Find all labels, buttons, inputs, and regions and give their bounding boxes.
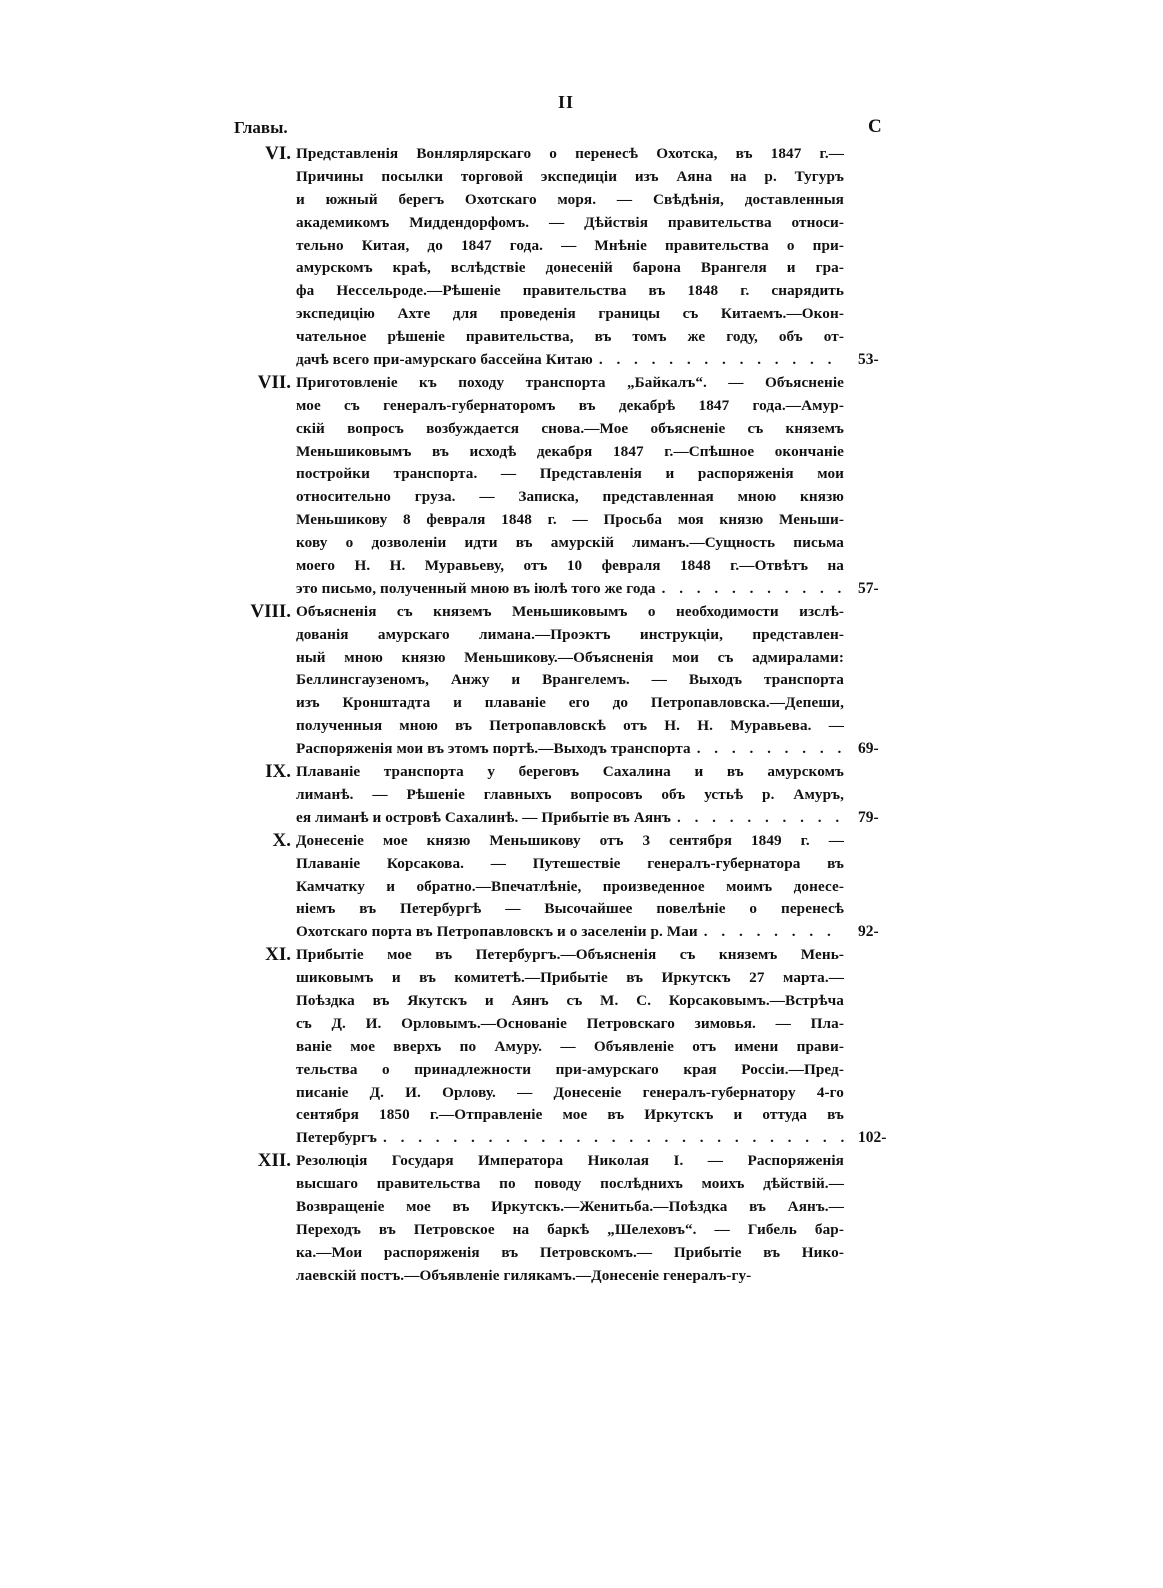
chapters-heading: Главы. xyxy=(234,118,288,137)
chapter-number: VI. xyxy=(265,143,291,164)
summary-line: сентября 1850 г.—Отправленіе мое въ Иркутскъ и оттуда въ xyxy=(296,1106,844,1124)
page-number: II xyxy=(558,92,575,112)
summary-line: Донесеніе мое князю Меньшикову отъ 3 сентября 1849 г. — xyxy=(296,831,844,849)
summary-line: амурскомъ краѣ, вслѣдствіе донесеній барона Врангеля и гра- xyxy=(296,259,844,277)
summary-line: фа Нессельроде.—Рѣшеніе правительства въ 1848 г. снарядить xyxy=(296,282,844,300)
page-ref: 79- xyxy=(858,808,879,826)
chapter-summary xyxy=(296,372,844,601)
summary-line-text: Петербургъ xyxy=(296,1129,378,1147)
summary-line: Меньшикову 8 февраля 1848 г. — Просьба моя князю Меньши- xyxy=(296,511,844,529)
chapter-number: X. xyxy=(272,829,291,851)
page-ref: 102- xyxy=(858,1129,887,1147)
summary-line: изъ Кронштадта и плаваніе его до Петропавловска.—Депеши, xyxy=(296,694,844,712)
pages-heading: С xyxy=(868,116,882,137)
summary-line: тельства о принадлежности при-амурскаго края Россіи.—Пред- xyxy=(296,1060,844,1078)
summary-line: тельно Китая, до 1847 года. — Мнѣніе правительства о при- xyxy=(296,236,844,254)
toc-entry xyxy=(0,372,1163,601)
summary-line: Плаваніе транспорта у береговъ Сахалина и въ амурскомъ xyxy=(296,763,844,781)
summary-line: Объясненія съ княземъ Меньшиковымъ о необходимости изслѣ- xyxy=(296,602,844,620)
summary-line-text: Распоряженія мои въ этомъ портѣ.—Выходъ транспорта xyxy=(296,740,691,758)
summary-line: скій вопросъ возбуждается снова.—Мое объясненіе съ княземъ xyxy=(296,419,844,437)
summary-line-text: это письмо, полученный мною въ іюлѣ того же года xyxy=(296,579,656,597)
summary-line: лиманѣ. — Рѣшеніе главныхъ вопросовъ объ устьѣ р. Амуръ, xyxy=(296,785,844,803)
page-ref: 92- xyxy=(858,923,879,941)
summary-line: Поѣздка въ Якутскъ и Аянъ съ М. С. Корсаковымъ.—Встрѣча xyxy=(296,991,844,1009)
summary-line: ваніе мое вверхъ по Амуру. — Объявленіе отъ имени прави- xyxy=(296,1037,844,1055)
summary-line: чательное рѣшеніе правительства, въ томъ же году, объ от- xyxy=(296,328,844,346)
summary-line: моего Н. Н. Муравьеву, отъ 10 февраля 1848 г.—Отвѣтъ на xyxy=(296,557,844,575)
chapter-summary xyxy=(296,944,844,1150)
dot-leader xyxy=(593,349,844,372)
chapter-summary xyxy=(296,830,844,944)
summary-line xyxy=(296,738,844,761)
toc-entry xyxy=(0,143,1163,372)
summary-line: постройки транспорта. — Представленія и распоряженія мои xyxy=(296,465,844,483)
summary-line: лаевскій постъ.—Объявленіе гилякамъ.—Донесеніе генералъ-гу- xyxy=(296,1266,752,1284)
summary-line: Камчатку и обратно.—Впечатлѣніе, произведенное моимъ донесе- xyxy=(296,877,844,895)
summary-line: Плаваніе Корсакова. — Путешествіе генералъ-губернатора въ xyxy=(296,854,844,872)
summary-line: высшаго правительства по поводу послѣднихъ моихъ дѣйствій.— xyxy=(296,1175,844,1193)
summary-line: экспедицію Ахте для проведенія границы съ Китаемъ.—Окон- xyxy=(296,305,844,323)
toc-entry xyxy=(0,830,1163,944)
page-ref: 69- xyxy=(858,740,879,758)
summary-line xyxy=(296,921,844,944)
summary-line: съ Д. И. Орловымъ.—Основаніе Петровскаго зимовья. — Пла- xyxy=(296,1014,844,1032)
chapter-summary xyxy=(296,761,844,830)
summary-line-text: дачѣ всего при-амурскаго бассейна Китаю xyxy=(296,351,593,369)
toc-entry xyxy=(0,601,1163,761)
summary-line: Резолюція Государя Императора Николая I. — Распоряженія xyxy=(296,1152,844,1170)
summary-line: Представленія Вонлярлярскаго о перенесѣ Охотска, въ 1847 г.— xyxy=(296,145,844,162)
toc-entry xyxy=(0,761,1163,830)
chapter-number: XI. xyxy=(265,944,291,966)
toc-entry xyxy=(0,1150,1163,1287)
summary-line: ніемъ въ Петербургѣ — Высочайшее повелѣніе о перенесѣ xyxy=(296,900,844,918)
summary-line: писаніе Д. И. Орлову. — Донесеніе генералъ-губернатору 4-го xyxy=(296,1083,844,1101)
summary-line: ка.—Мои распоряженія въ Петровскомъ.— Прибытіе въ Нико- xyxy=(296,1243,844,1261)
summary-line xyxy=(296,578,844,601)
summary-line xyxy=(296,1127,844,1150)
chapter-number: VIII. xyxy=(250,600,291,622)
summary-line: и южный берегъ Охотскаго моря. — Свѣдѣнія, доставленныя xyxy=(296,190,844,208)
dot-leader xyxy=(656,578,844,601)
summary-line: Переходъ въ Петровское на баркѣ „Шелеховъ“. — Гибель бар- xyxy=(296,1220,844,1238)
summary-line: академикомъ Миддендорфомъ. — Дѣйствія правительства относи- xyxy=(296,213,844,231)
summary-line: Возвращеніе мое въ Иркутскъ.—Женитьба.—Поѣздка въ Аянъ.— xyxy=(296,1197,844,1215)
chapter-number: XII. xyxy=(257,1150,291,1172)
summary-line: кову о дозволеніи идти въ амурскій лиманъ.—Сущность письма xyxy=(296,534,844,552)
summary-line: мое съ генералъ-губернаторомъ въ декабрѣ 1847 года.—Амур- xyxy=(296,396,844,414)
table-of-contents xyxy=(0,143,1163,1288)
chapter-summary xyxy=(296,143,844,372)
chapter-summary xyxy=(296,1150,844,1287)
summary-line xyxy=(296,807,844,830)
summary-line-text: ея лиманѣ и островѣ Сахалинѣ. — Прибытіе въ Аянъ xyxy=(296,808,671,826)
summary-line: дованія амурскаго лимана.—Проэктъ инструкціи, представлен- xyxy=(296,625,844,643)
summary-line: полученныя мною въ Петропавловскѣ отъ Н. Н. Муравьева. — xyxy=(296,717,844,735)
dot-leader xyxy=(698,921,844,944)
dot-leader xyxy=(377,1127,844,1150)
summary-line: относительно груза. — Записка, представленная мною князю xyxy=(296,488,844,506)
page-ref: 57- xyxy=(858,579,879,597)
chapter-number: IX. xyxy=(265,761,291,783)
summary-line-text: Охотскаго порта въ Петропавловскъ и о заселеніи р. Маи xyxy=(296,923,698,941)
summary-line: Прибытіе мое въ Петербургъ.—Объясненія съ княземъ Мень- xyxy=(296,946,844,964)
chapter-number: VII. xyxy=(257,371,291,393)
summary-line: шиковымъ и въ комитетѣ.—Прибытіе въ Иркутскъ 27 марта.— xyxy=(296,969,844,987)
summary-line xyxy=(296,349,844,372)
summary-line: ный мною князю Меньшикову.—Объясненія мои съ адмиралами: xyxy=(296,648,844,666)
dot-leader xyxy=(691,738,844,761)
summary-line: Приготовленіе къ походу транспорта „Байкалъ“. — Объясненіе xyxy=(296,373,844,391)
dot-leader xyxy=(671,807,844,830)
toc-entry xyxy=(0,944,1163,1150)
summary-line: Беллинсгаузеномъ, Анжу и Врангелемъ. — Выходъ транспорта xyxy=(296,671,844,689)
summary-line: Причины посылки торговой экспедиціи изъ Аяна на р. Тугуръ xyxy=(296,167,844,185)
chapter-summary xyxy=(296,601,844,761)
summary-line: Меньшиковымъ въ исходѣ декабря 1847 г.—Спѣшное окончаніе xyxy=(296,442,844,460)
page-ref: 53- xyxy=(858,351,879,369)
